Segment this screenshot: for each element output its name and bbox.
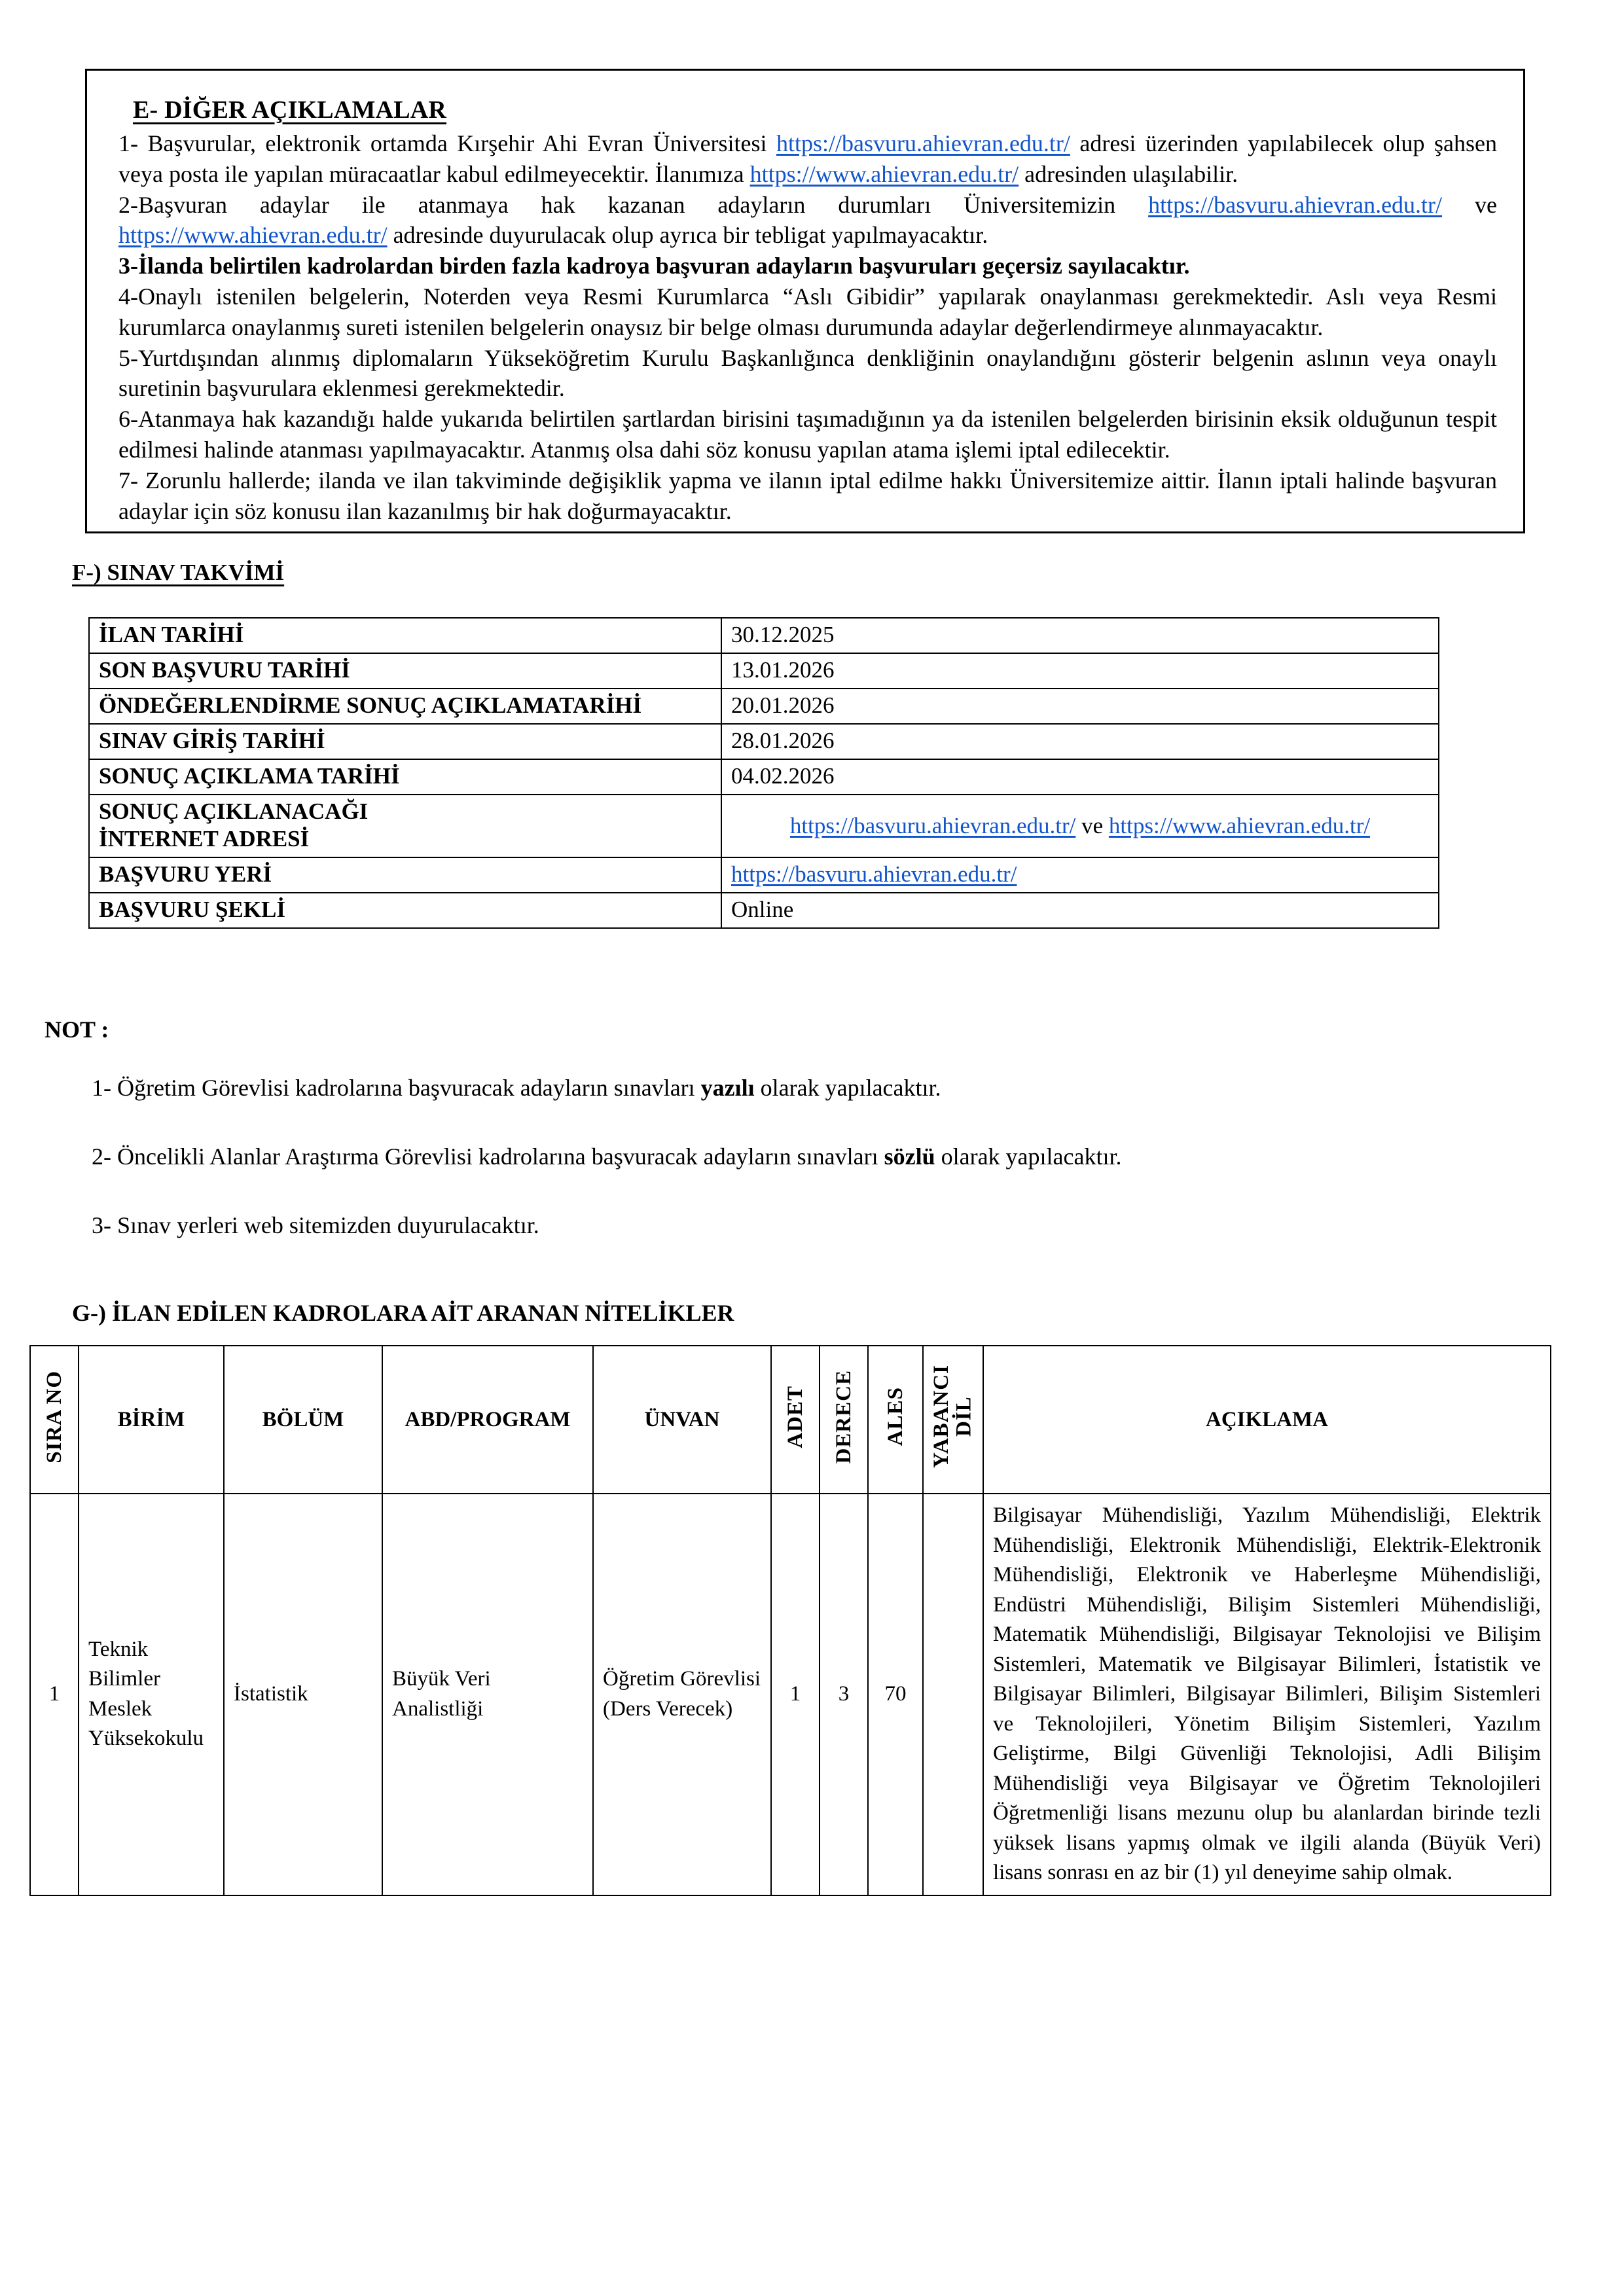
f-value-basvuru-yeri — [721, 857, 1439, 893]
section-g-heading: G-) İLAN EDİLEN KADROLARA AİT ARANAN NİTELİKLER — [72, 1300, 734, 1326]
note-item-1 — [92, 1073, 941, 1103]
table-row — [89, 795, 1439, 857]
f-value-sinav-giris-tarihi: 28.01.2026 — [721, 724, 1439, 759]
item1-link-basvuru[interactable]: https://basvuru.ahievran.edu.tr/ — [776, 130, 1070, 156]
table-row — [89, 857, 1439, 893]
note2-part-a: 2- Öncelikli Alanlar Araştırma Görevlisi kadrolarına başvuracak adayların sınavları — [92, 1143, 884, 1170]
f-label-internet-line1: SONUÇ AÇIKLANACAĞI — [99, 798, 369, 824]
item2-link-ahievran[interactable]: https://www.ahievran.edu.tr/ — [118, 222, 388, 249]
section-e-item-1 — [118, 128, 1497, 190]
section-f-heading: F-) SINAV TAKVİMİ — [72, 560, 285, 585]
exam-calendar-table — [88, 617, 1439, 929]
th-ales-label: ALES — [883, 1387, 907, 1446]
section-e-item-5: 5-Yurtdışından alınmış diplomaların Yükseköğretim Kurulu Başkanlığınca denkliğinin onaylandığını gösterir belgenin aslının veya onaylı suretinin başvurulara eklenmesi gerekmektedir. — [118, 344, 1497, 402]
f-label-son-basvuru-tarihi: SON BAŞVURU TARİHİ — [89, 653, 721, 689]
section-e-item-3 — [118, 251, 1497, 281]
f-value-ondegerlendirme: 20.01.2026 — [721, 689, 1439, 724]
cell-adet: 1 — [771, 1494, 820, 1895]
cell-unvan: Öğretim Görevlisi (Ders Verecek) — [593, 1494, 771, 1895]
positions-table — [29, 1345, 1551, 1896]
th-adet — [771, 1346, 820, 1494]
f-label-ondegerlendirme: ÖNDEĞERLENDİRME SONUÇ AÇIKLAMATARİHİ — [89, 689, 721, 724]
cell-abd-program: Büyük Veri Analistliği — [382, 1494, 593, 1895]
f-label-ilan-tarihi: İLAN TARİHİ — [89, 618, 721, 653]
f-value-ilan-tarihi: 30.12.2025 — [721, 618, 1439, 653]
cell-ales: 70 — [868, 1494, 923, 1895]
section-e-item-4: 4-Onaylı istenilen belgelerin, Noterden veya Resmi Kurumlarca “Aslı Gibidir” yapılarak onaylanması gerekmektedir. Aslı veya Resmi kurumlarca onaylanmış sureti istenilen belgelerin onaysız bir belge olması durumunda adaylar değerlendirmeye alınmayacaktır. — [118, 283, 1497, 340]
note-item-3: 3- Sınav yerleri web sitemizden duyurulacaktır. — [92, 1212, 539, 1238]
f-value-internet-adresi — [721, 795, 1439, 857]
th-aciklama: AÇIKLAMA — [983, 1346, 1551, 1494]
table-row — [89, 724, 1439, 759]
th-bolum: BÖLÜM — [224, 1346, 382, 1494]
section-e-item-6: 6-Atanmaya hak kazandığı halde yukarıda belirtilen şartlardan birisini taşımadığının ya da istenilen belgelerden birisinin eksik olduğunun tespit edilmesi halinde atanması yapılmayacaktır. Atanmış olsa dahi söz konusu yapılan atama işlemi iptal edilecektir. — [118, 406, 1497, 463]
th-sira-no — [30, 1346, 79, 1494]
section-e-item-2 — [118, 190, 1497, 251]
item2-link-basvuru[interactable]: https://basvuru.ahievran.edu.tr/ — [1148, 191, 1443, 218]
th-derece — [820, 1346, 868, 1494]
cell-yabanci-dil — [923, 1494, 983, 1895]
positions-table-head — [30, 1346, 1551, 1494]
table-row — [89, 893, 1439, 928]
note1-bold: yazılı — [700, 1075, 755, 1101]
th-adet-label: ADET — [783, 1385, 807, 1448]
f-value-sonuc-aciklama-tarihi: 04.02.2026 — [721, 759, 1439, 795]
section-e-content — [87, 71, 1523, 526]
cell-derece: 3 — [820, 1494, 868, 1895]
item1-mid: adresi üzerinden yapılabilecek olup şahsen veya posta ile yapılan müracaatlar kabul edilmeyecektir. İlanımıza — [118, 130, 1497, 187]
cell-bolum: İstatistik — [224, 1494, 382, 1895]
th-unvan: ÜNVAN — [593, 1346, 771, 1494]
th-yabanci-dil-label: YABANCI DİL — [929, 1365, 976, 1469]
item3-bold-text: 3-İlanda belirtilen kadrolardan birden fazla kadroya başvuran adayların başvuruları geçersiz sayılacaktır. — [118, 253, 1190, 279]
item2-suffix: adresinde duyurulacak olup ayrıca bir tebligat yapılmayacaktır. — [387, 222, 988, 249]
table-row — [30, 1494, 1551, 1895]
th-derece-label: DERECE — [831, 1369, 856, 1464]
f-value-basvuru-sekli: Online — [721, 893, 1439, 928]
f-label-basvuru-yeri: BAŞVURU YERİ — [89, 857, 721, 893]
f-value-son-basvuru-tarihi: 13.01.2026 — [721, 653, 1439, 689]
table-row — [89, 618, 1439, 653]
f-label-basvuru-sekli: BAŞVURU ŞEKLİ — [89, 893, 721, 928]
item1-suffix: adresinden ulaşılabilir. — [1019, 160, 1238, 187]
f-label-internet-adresi — [89, 795, 721, 857]
table-row — [89, 759, 1439, 795]
positions-table-body — [30, 1494, 1551, 1895]
item2-mid: ve — [1442, 191, 1497, 218]
f-label-internet-line2: İNTERNET ADRESİ — [99, 826, 310, 852]
th-yabanci-dil — [923, 1346, 983, 1494]
th-ales — [868, 1346, 923, 1494]
cell-birim: Teknik Bilimler Meslek Yüksekokulu — [79, 1494, 224, 1895]
section-e-box — [85, 69, 1525, 533]
th-abd-program: ABD/PROGRAM — [382, 1346, 593, 1494]
table-row — [89, 689, 1439, 724]
note1-part-a: 1- Öğretim Görevlisi kadrolarına başvuracak adayların sınavları — [92, 1075, 701, 1101]
item1-link-ahievran[interactable]: https://www.ahievran.edu.tr/ — [749, 160, 1019, 187]
f-label-sinav-giris-tarihi: SINAV GİRİŞ TARİHİ — [89, 724, 721, 759]
f-link-ahievran[interactable]: https://www.ahievran.edu.tr/ — [1108, 813, 1371, 838]
th-sira-no-label: SIRA NO — [42, 1370, 66, 1463]
item1-prefix: 1- Başvurular, elektronik ortamda Kırşehir Ahi Evran Üniversitesi — [118, 130, 777, 156]
f-link-conjunction: ve — [1075, 813, 1109, 838]
item2-prefix: 2-Başvuran adaylar ile atanmaya hak kazanan adayların durumları Üniversitemizin — [118, 191, 1149, 218]
table-header-row — [30, 1346, 1551, 1494]
f-label-sonuc-aciklama-tarihi: SONUÇ AÇIKLAMA TARİHİ — [89, 759, 721, 795]
section-e-item-7: 7- Zorunlu hallerde; ilanda ve ilan takviminde değişiklik yapma ve ilanın iptal edilme hakkı Üniversitemize aittir. İlanın iptali halinde başvuran adaylar için söz konusu ilan kazanılmış bir hak doğurmayacaktır. — [118, 467, 1497, 524]
note2-part-b: olarak yapılacaktır. — [935, 1143, 1122, 1170]
f-link-basvuru[interactable]: https://basvuru.ahievran.edu.tr/ — [789, 813, 1076, 838]
f-link-basvuru-yeri[interactable]: https://basvuru.ahievran.edu.tr/ — [731, 861, 1017, 887]
table-row — [89, 653, 1439, 689]
notes-title: NOT : — [45, 1016, 109, 1043]
note-item-2 — [92, 1142, 1121, 1172]
th-birim: BİRİM — [79, 1346, 224, 1494]
cell-sira-no: 1 — [30, 1494, 79, 1895]
cell-aciklama: Bilgisayar Mühendisliği, Yazılım Mühendisliği, Elektrik Mühendisliği, Elektronik Mühendisliği, Elektrik-Elektronik Mühendisliği, Elektronik ve Haberleşme Mühendisliği, Endüstri Mühendisliği, Bilişim Sistemleri Mühendisliği, Matematik Mühendisliği, Bilgisayar Teknolojisi ve Bilişim Sistemleri, Matematik ve Bilgisayar Bilimleri, İstatistik ve Bilgisayar Bilimleri, Bilgisayar Bilimleri, Bilişim Sistemleri ve Teknolojileri, Yönetim Bilişim Sistemleri, Yazılım Geliştirme, Bilgi Güvenliği Teknolojisi, Adli Bilişim Mühendisliği veya Bilgisayar ve Öğretim Teknolojileri Öğretmenliği lisans mezunu olup bu alanlardan birinde tezli yüksek lisans yapmış olmak ve ilgili alanda (Büyük Veri) lisans sonrası en az bir (1) yıl deneyime sahip olmak. — [983, 1494, 1551, 1895]
note2-bold: sözlü — [884, 1143, 935, 1170]
note1-part-b: olarak yapılacaktır. — [754, 1075, 941, 1101]
section-e-heading: E- DİĞER AÇIKLAMALAR — [133, 96, 447, 124]
